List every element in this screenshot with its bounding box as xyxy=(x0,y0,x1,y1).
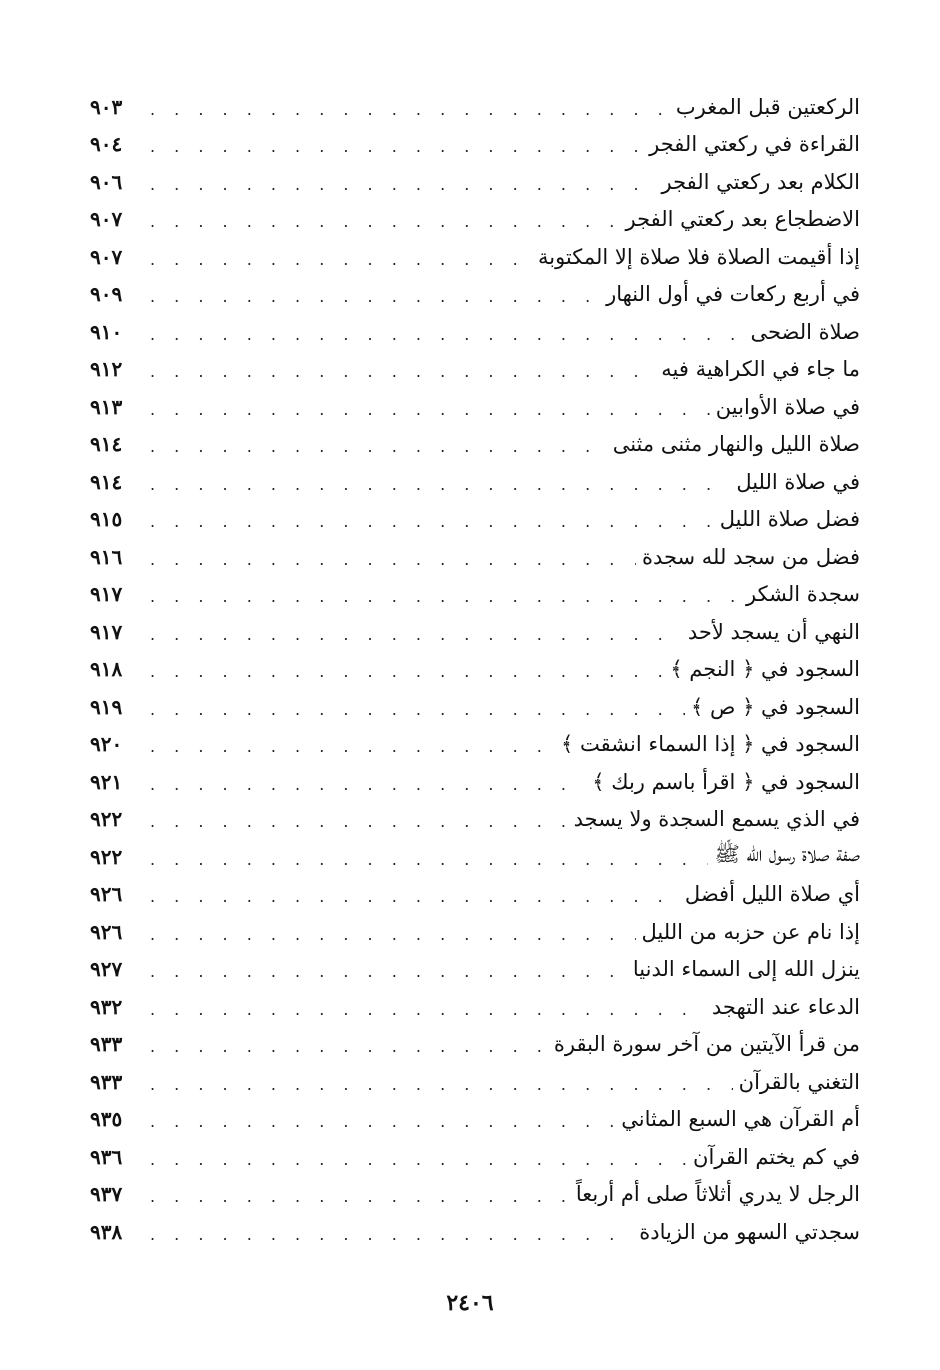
toc-entry-page: ٩٣٢ xyxy=(90,994,123,1019)
toc-entry xyxy=(90,1138,860,1176)
toc-entry xyxy=(90,913,860,951)
toc-entry-page: ٩٢٧ xyxy=(90,957,123,982)
toc-entry xyxy=(90,463,860,501)
toc-entry xyxy=(90,201,860,239)
dot-leader xyxy=(150,658,664,680)
dot-leader xyxy=(150,733,555,755)
toc-entry-page: ٩١٨ xyxy=(90,657,123,682)
toc-entry-title: ينزل الله إلى السماء الدنيا xyxy=(632,957,860,982)
toc-entry xyxy=(90,838,860,876)
toc-entry xyxy=(90,538,860,576)
toc-entry-title: السجود في ﴿ اقرأ باسم ربك ﴾ xyxy=(592,769,860,794)
toc-entry-page: ٩١٢ xyxy=(90,357,123,382)
toc-entry-title: القراءة في ركعتي الفجر xyxy=(649,132,860,157)
toc-entry-title: الدعاء عند التهجد xyxy=(711,994,860,1019)
toc-entry xyxy=(90,313,860,351)
toc-entry-page: ٩٠٦ xyxy=(90,169,123,194)
toc-entry xyxy=(90,426,860,464)
toc-entry-page: ٩٢٦ xyxy=(90,919,123,944)
page-number: ٢٤٠٦ xyxy=(446,1290,494,1316)
toc-entry-page: ٩٣٥ xyxy=(90,1107,123,1132)
dot-leader xyxy=(150,771,586,793)
toc-entry-title: أم القرآن هي السبع المثاني xyxy=(621,1107,860,1132)
toc-entry-page: ٩٠٧ xyxy=(90,207,123,232)
toc-entry-title: التغني بالقرآن xyxy=(738,1069,860,1094)
toc-entry-page: ٩١٥ xyxy=(90,507,123,532)
dot-leader xyxy=(150,1221,633,1243)
toc-entry xyxy=(90,1026,860,1064)
toc-entry xyxy=(90,126,860,164)
toc-entry xyxy=(90,1176,860,1214)
toc-entry-page: ٩١٤ xyxy=(90,469,123,494)
toc-entry-page: ٩٢٦ xyxy=(90,882,123,907)
dot-leader xyxy=(150,396,710,418)
toc-entry-page: ٩٠٣ xyxy=(90,94,123,119)
dot-leader xyxy=(150,471,730,493)
dot-leader xyxy=(150,1146,687,1168)
toc-entry-title: السجود في ﴿ إذا السماء انشقت ﴾ xyxy=(561,732,860,757)
dot-leader xyxy=(150,283,600,305)
toc-entry-title: النهي أن يسجد لأحد xyxy=(687,619,860,644)
dot-leader xyxy=(150,358,655,380)
toc-entry xyxy=(90,1101,860,1139)
toc-entry-page: ٩١٠ xyxy=(90,319,123,344)
dot-leader xyxy=(150,921,636,943)
toc-entry xyxy=(90,801,860,839)
toc-entry-title: إذا أقيمت الصلاة فلا صلاة إلا المكتوبة xyxy=(537,244,860,269)
toc-entry-page: ٩١٧ xyxy=(90,619,123,644)
dot-leader xyxy=(150,546,636,568)
toc-entry-page: ٩٣٨ xyxy=(90,1219,123,1244)
dot-leader xyxy=(150,321,744,343)
dot-leader xyxy=(150,996,706,1018)
toc-entry-title: في الذي يسمع السجدة ولا يسجد xyxy=(573,807,860,832)
toc-entry-title: في صلاة الأوابين xyxy=(715,394,860,419)
dot-leader xyxy=(150,1108,615,1130)
dot-leader xyxy=(150,96,670,118)
toc-entry xyxy=(90,763,860,801)
toc-entry-title: من قرأ الآيتين من آخر سورة البقرة xyxy=(553,1032,860,1057)
toc-entry xyxy=(90,988,860,1026)
toc-entry xyxy=(90,951,860,989)
dot-leader xyxy=(150,846,708,868)
toc-entry-page: ٩٣٣ xyxy=(90,1069,123,1094)
toc-entry xyxy=(90,576,860,614)
toc-entry xyxy=(90,651,860,689)
toc-entry-title: الركعتين قبل المغرب xyxy=(675,94,860,119)
toc-entry-page: ٩١٤ xyxy=(90,432,123,457)
dot-leader xyxy=(150,696,685,718)
toc-entry-page: ٩١٦ xyxy=(90,544,123,569)
toc-entry-page: ٩١٩ xyxy=(90,694,123,719)
toc-entry xyxy=(90,163,860,201)
toc-entry xyxy=(90,688,860,726)
toc-entry-title: في أربع ركعات في أول النهار xyxy=(606,282,860,307)
toc-entry xyxy=(90,501,860,539)
toc-entry-title: الاضطجاع بعد ركعتي الفجر xyxy=(625,207,860,232)
toc-entry-page: ٩٣٦ xyxy=(90,1144,123,1169)
toc-entry-title: في صلاة الليل xyxy=(736,469,860,494)
toc-entry xyxy=(90,276,860,314)
toc-entry xyxy=(90,351,860,389)
dot-leader xyxy=(150,1183,570,1205)
dot-leader xyxy=(150,1071,733,1093)
toc-entry-title: الكلام بعد ركعتي الفجر xyxy=(661,169,860,194)
dot-leader xyxy=(150,583,740,605)
toc-entry-page: ٩٣٧ xyxy=(90,1182,123,1207)
toc-entry-title: السجود في ﴿ النجم ﴾ xyxy=(670,657,860,682)
toc-entry xyxy=(90,1213,860,1251)
dot-leader xyxy=(150,171,656,193)
dot-leader xyxy=(150,208,620,230)
toc-entry-title: صلاة الليل والنهار مثنى مثنى xyxy=(612,432,860,457)
toc-entry-page: ٩٢٢ xyxy=(90,807,123,832)
toc-entry-title: فضل صلاة الليل xyxy=(719,507,860,532)
dot-leader xyxy=(150,621,682,643)
toc-entry xyxy=(90,388,860,426)
dot-leader xyxy=(150,508,714,530)
toc-entry-title: السجود في ﴿ ص ﴾ xyxy=(691,694,860,719)
toc-entry-page: ٩١٧ xyxy=(90,582,123,607)
toc-entry-title: في كم يختم القرآن xyxy=(693,1144,860,1169)
toc-entry-page: ٩١٣ xyxy=(90,394,123,419)
dot-leader xyxy=(150,1033,548,1055)
toc-entry-page: ٩٢٠ xyxy=(90,732,123,757)
toc-entry-title: ما جاء في الكراهية فيه xyxy=(661,357,860,382)
toc-entry-page: ٩٢١ xyxy=(90,769,123,794)
toc-entry-title: سجدتي السهو من الزيادة xyxy=(639,1219,860,1244)
dot-leader xyxy=(150,246,532,268)
toc-entry-title: فضل من سجد لله سجدة xyxy=(641,544,860,569)
toc-entry xyxy=(90,238,860,276)
toc-entry-page: ٩٠٤ xyxy=(90,132,123,157)
dot-leader xyxy=(150,133,643,155)
toc-entry-page: ٩٠٩ xyxy=(90,282,123,307)
toc-entry xyxy=(90,726,860,764)
dot-leader xyxy=(150,433,607,455)
toc-entry xyxy=(90,613,860,651)
toc-entry-title: أي صلاة الليل أفضل xyxy=(684,882,860,907)
toc-entry xyxy=(90,876,860,914)
table-of-contents xyxy=(90,88,860,1251)
toc-entry xyxy=(90,1063,860,1101)
toc-entry-title: سجدة الشكر xyxy=(745,582,860,607)
toc-entry-title: صفة صلاة رسول الله ﷺ xyxy=(714,842,860,867)
toc-entry-page: ٩٢٢ xyxy=(90,844,123,869)
dot-leader xyxy=(150,958,627,980)
toc-entry-title: إذا نام عن حزبه من الليل xyxy=(641,919,860,944)
dot-leader xyxy=(150,883,679,905)
dot-leader xyxy=(150,808,568,830)
toc-entry-page: ٩٠٧ xyxy=(90,244,123,269)
toc-entry-title: الرجل لا يدري أثلاثاً صلى أم أربعاً xyxy=(575,1182,860,1207)
toc-entry-title: صلاة الضحى xyxy=(750,319,860,344)
toc-entry-page: ٩٣٣ xyxy=(90,1032,123,1057)
toc-entry xyxy=(90,88,860,126)
